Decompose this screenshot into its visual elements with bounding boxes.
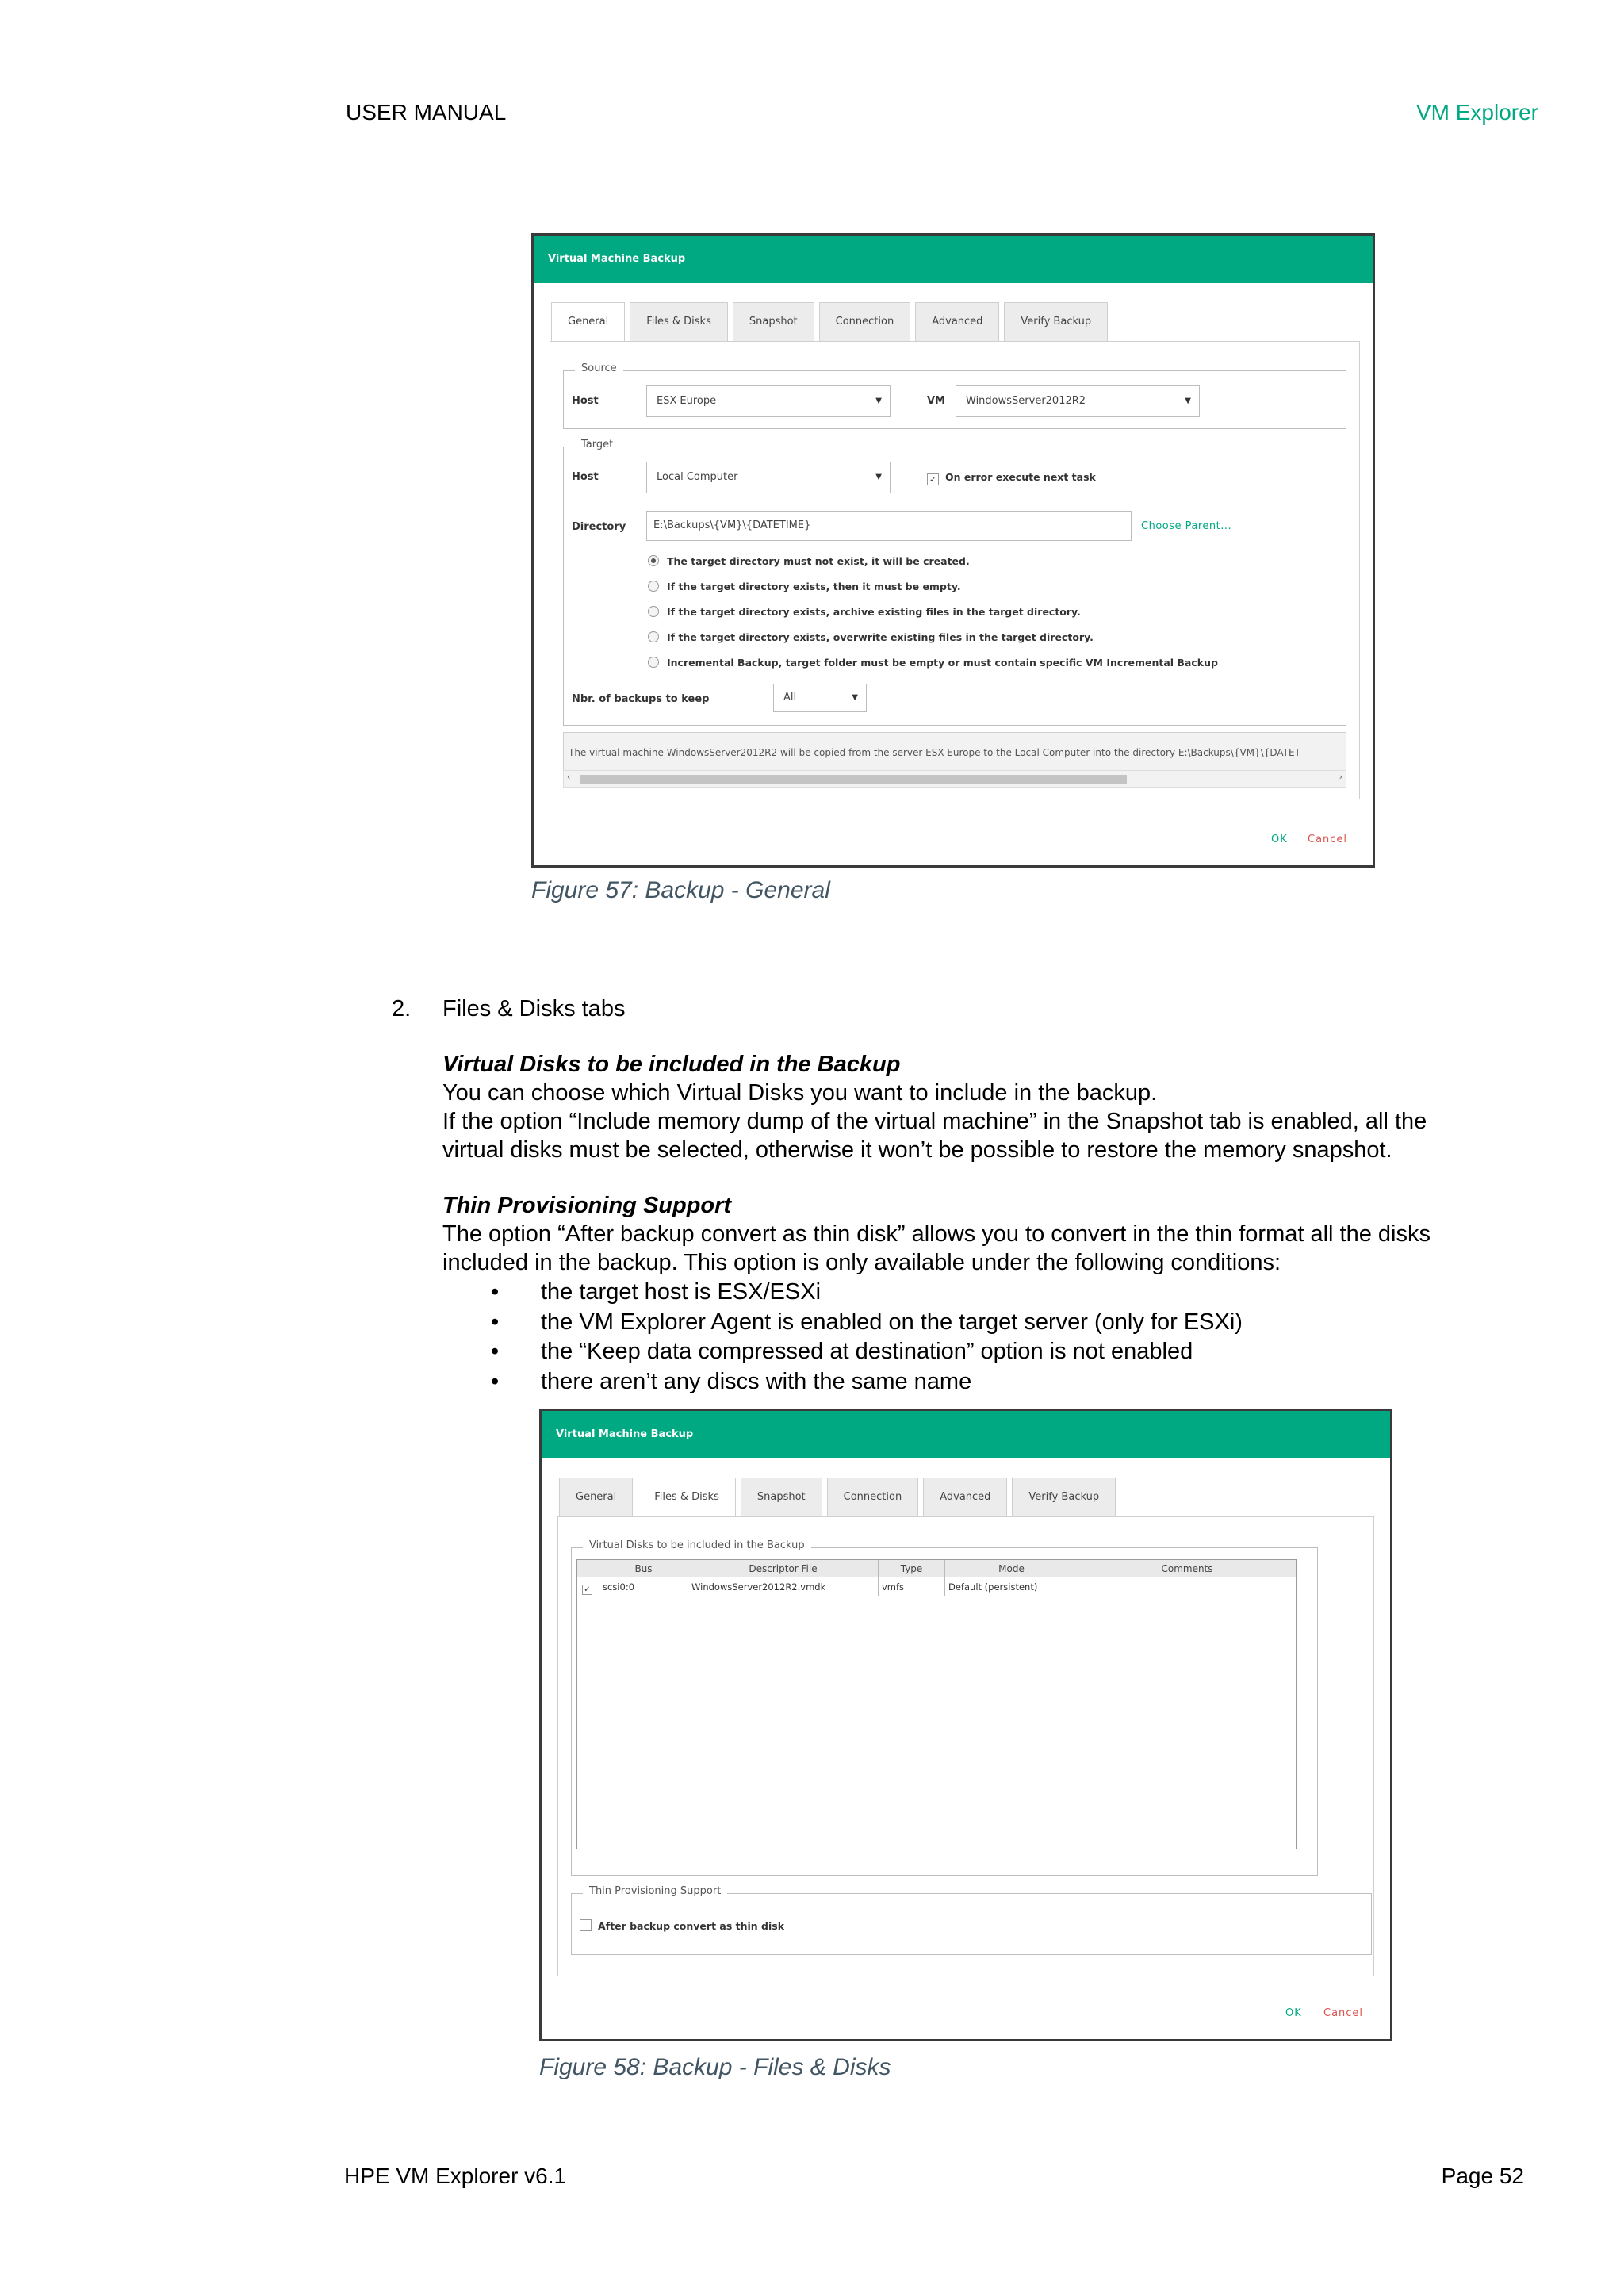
dialog-title: Virtual Machine Backup [542,1411,1390,1458]
cancel-button[interactable]: Cancel [1323,2007,1364,2019]
bullet-glyph: • [491,1368,500,1394]
thin-line: The option “After backup convert as thin disk” allows you to convert in the thin format all the disks [442,1221,1431,1247]
thin-legend: Thin Provisioning Support [583,1885,727,1897]
tab-files-disks[interactable]: Files & Disks [630,302,728,342]
radio-icon [648,631,659,642]
target-option-radio[interactable] [648,606,1081,618]
ok-button[interactable]: OK [1271,834,1288,845]
list-item [488,1337,1243,1367]
tab-bar [559,1478,1120,1517]
table-row[interactable] [577,1577,1296,1596]
chevron-down-icon: ▼ [875,473,882,481]
list-item-text: the target host is ESX/ESXi [541,1279,822,1305]
directory-input[interactable]: E:\Backups\{VM}\{DATETIME} [646,511,1132,541]
bullet-glyph: • [491,1279,500,1305]
checkbox-checked-icon: ✓ [582,1585,592,1595]
column-header: Comments [1161,1563,1213,1574]
tab-snapshot[interactable]: Snapshot [741,1478,822,1517]
checkbox-checked-icon: ✓ [927,473,939,485]
chevron-down-icon: ▼ [1185,397,1191,405]
target-group [563,439,1346,726]
files-disks-panel [557,1516,1374,1976]
figure57-dialog [531,233,1375,868]
tab-general[interactable]: General [551,302,625,342]
directory-label: Directory [572,521,626,533]
vdisks-line: You can choose which Virtual Disks you want to include in the backup. [442,1080,1158,1106]
horizontal-scrollbar[interactable] [563,770,1346,788]
source-group [563,362,1346,429]
vdisks-legend: Virtual Disks to be included in the Backup [583,1539,811,1551]
cell-bus: scsi0:0 [599,1577,688,1596]
list-item-text: there aren’t any discs with the same name [541,1368,972,1394]
list-item [488,1308,1243,1338]
bullet-glyph: • [491,1339,500,1364]
figure58-dialog [539,1409,1392,2041]
target-legend: Target [575,439,619,450]
vdisks-line: virtual disks must be selected, otherwise it won’t be possible to restore the memory snapshot. [442,1137,1392,1163]
thin-disk-checkbox[interactable] [580,1919,784,1932]
conditions-list [488,1278,1243,1397]
vm-combo[interactable] [956,385,1200,417]
source-host-value: ESX-Europe [657,395,717,407]
target-option-label: Incremental Backup, target folder must be empty or must contain specific VM Incremental Backup [667,657,1218,669]
tab-verify-backup[interactable]: Verify Backup [1004,302,1108,342]
column-header: Mode [945,1560,1078,1577]
thin-line: included in the backup. This option is only available under the following conditions: [442,1250,1281,1275]
vdisks-block [442,1050,1427,1164]
list-item-text: the “Keep data compressed at destination” option is not enabled [541,1339,1193,1364]
vdisks-table [576,1559,1297,1849]
table-header [577,1560,1296,1577]
nbr-backups-combo[interactable] [773,684,867,712]
column-header: Type [879,1560,945,1577]
cancel-button[interactable]: Cancel [1308,834,1348,845]
vdisks-heading: Virtual Disks to be included in the Backup [442,1052,901,1077]
bullet-glyph: • [491,1309,500,1335]
cell-mode: Default (persistent) [945,1577,1078,1596]
target-option-radio[interactable] [648,657,1218,669]
column-header-check [577,1560,599,1577]
header-right: VM Explorer [1415,100,1538,125]
target-option-radio[interactable] [648,581,961,592]
figure57-caption: Figure 57: Backup - General [531,877,830,903]
target-option-radio[interactable] [648,631,1094,643]
tab-files-disks[interactable]: Files & Disks [638,1478,736,1517]
choose-parent-link[interactable]: Choose Parent... [1141,520,1232,532]
footer-left: HPE VM Explorer v6.1 [344,2164,567,2188]
checkbox-icon [580,1919,592,1931]
list-item [488,1367,1243,1397]
section-title: Files & Disks tabs [442,996,626,1022]
scroll-left-icon[interactable]: ‹ [567,772,571,782]
tab-connection[interactable]: Connection [827,1478,919,1517]
summary-text: The virtual machine WindowsServer2012R2 will be copied from the server ESX-Europe to the Local Computer into the directory E:\Backups\{VM}\{DATET [563,732,1346,772]
figure58-caption: Figure 58: Backup - Files & Disks [539,2054,891,2080]
list-item-text: the VM Explorer Agent is enabled on the target server (only for ESXi) [541,1309,1243,1335]
radio-icon [648,606,659,617]
section-number: 2. [392,996,412,1022]
row-checkbox[interactable] [577,1577,599,1596]
column-header: Bus [599,1560,688,1577]
on-error-label: On error execute next task [945,471,1096,483]
scroll-right-icon[interactable]: › [1339,772,1342,782]
thin-heading: Thin Provisioning Support [442,1193,732,1218]
radio-icon [648,657,659,668]
page-number: Page 52 [1441,2164,1524,2188]
header-left: USER MANUAL [346,100,507,125]
tab-advanced[interactable]: Advanced [923,1478,1007,1517]
source-host-label: Host [572,395,599,407]
tab-advanced[interactable]: Advanced [915,302,999,342]
on-error-checkbox[interactable] [927,471,1096,485]
source-host-combo[interactable] [646,385,891,417]
column-header: Descriptor File [688,1560,879,1577]
tab-bar [551,302,1113,342]
radio-icon [648,581,659,592]
general-panel [550,341,1360,799]
target-option-label: The target directory must not exist, it will be created. [667,555,970,567]
nbr-backups-label: Nbr. of backups to keep [572,693,710,705]
ok-button[interactable]: OK [1285,2007,1302,2019]
chevron-down-icon: ▼ [852,693,858,702]
vm-value: WindowsServer2012R2 [966,395,1086,407]
target-option-label: If the target directory exists, then it must be empty. [667,581,961,592]
target-option-label: If the target directory exists, archive existing files in the target directory. [667,606,1081,618]
source-legend: Source [575,362,623,374]
tab-verify-backup[interactable]: Verify Backup [1012,1478,1116,1517]
nbr-backups-value: All [783,692,797,703]
list-item [488,1278,1243,1308]
thin-checkbox-label: After backup convert as thin disk [598,1920,785,1932]
vdisks-group [571,1539,1318,1876]
cell-descriptor: WindowsServer2012R2.vmdk [688,1577,879,1596]
cell-type: vmfs [879,1577,945,1596]
target-host-combo[interactable] [646,462,891,493]
scrollbar-thumb[interactable] [580,775,1127,784]
cell-comments [1078,1577,1296,1596]
vm-label: VM [927,395,945,407]
target-host-value: Local Computer [657,471,738,483]
tab-snapshot[interactable]: Snapshot [733,302,814,342]
tab-connection[interactable]: Connection [819,302,911,342]
radio-selected-icon [648,555,659,566]
target-host-label: Host [572,471,599,483]
dialog-title: Virtual Machine Backup [534,236,1373,283]
chevron-down-icon: ▼ [875,397,882,405]
target-option-label: If the target directory exists, overwrite existing files in the target directory. [667,631,1094,643]
thin-block [442,1191,1431,1277]
tab-general[interactable]: General [559,1478,633,1517]
vdisks-line: If the option “Include memory dump of the virtual machine” in the Snapshot tab is enabled, all the [442,1109,1427,1134]
thin-group [571,1885,1372,1955]
target-option-radio[interactable] [648,555,970,567]
